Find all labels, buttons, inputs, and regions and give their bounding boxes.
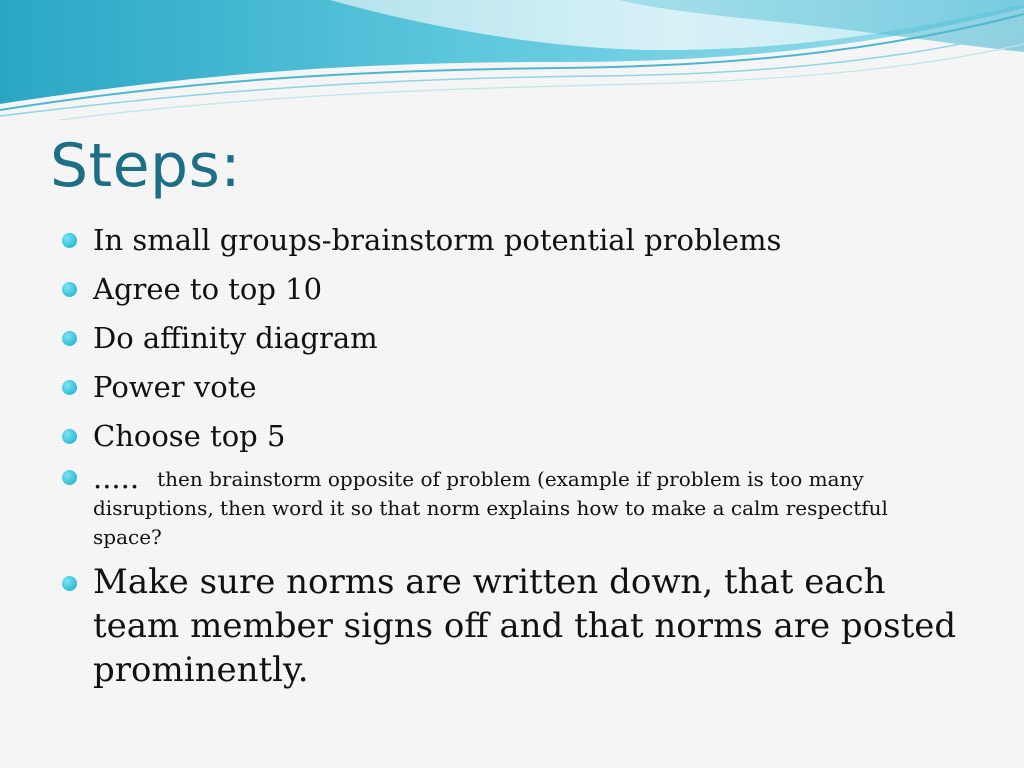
bullet-dot-icon: [62, 380, 77, 395]
bullet-text: Choose top 5: [93, 419, 286, 453]
bullet-dot-icon: [62, 470, 77, 485]
bullet-list: [62, 220, 982, 692]
list-item: [62, 220, 982, 260]
bullet-text: [93, 461, 963, 552]
slide-title: Steps:: [50, 131, 242, 201]
bullet-dot-icon: [62, 576, 77, 591]
list-item: [62, 367, 982, 407]
bullet-lead-ellipsis: .....: [93, 461, 140, 495]
bullet-text: Power vote: [93, 370, 257, 404]
bullet-text: Do affinity diagram: [93, 321, 378, 355]
list-item: [62, 318, 982, 358]
list-item: [62, 560, 973, 692]
bullet-dot-icon: [62, 429, 77, 444]
list-item: [62, 416, 982, 456]
bullet-detail-text: then brainstorm opposite of problem (example if problem is too many disruptions, then word it so that norm explains how to make a calm respectful space?: [93, 467, 888, 549]
bullet-dot-icon: [62, 331, 77, 346]
bullet-text: Agree to top 10: [93, 272, 323, 306]
list-item: [62, 269, 982, 309]
bullet-text: Make sure norms are written down, that each team member signs off and that norms are posted prominently.: [93, 562, 957, 690]
bullet-dot-icon: [62, 233, 77, 248]
decorative-wave-banner: [0, 0, 1024, 120]
bullet-text: In small groups-brainstorm potential problems: [93, 223, 782, 257]
list-item: [62, 461, 982, 552]
bullet-dot-icon: [62, 282, 77, 297]
